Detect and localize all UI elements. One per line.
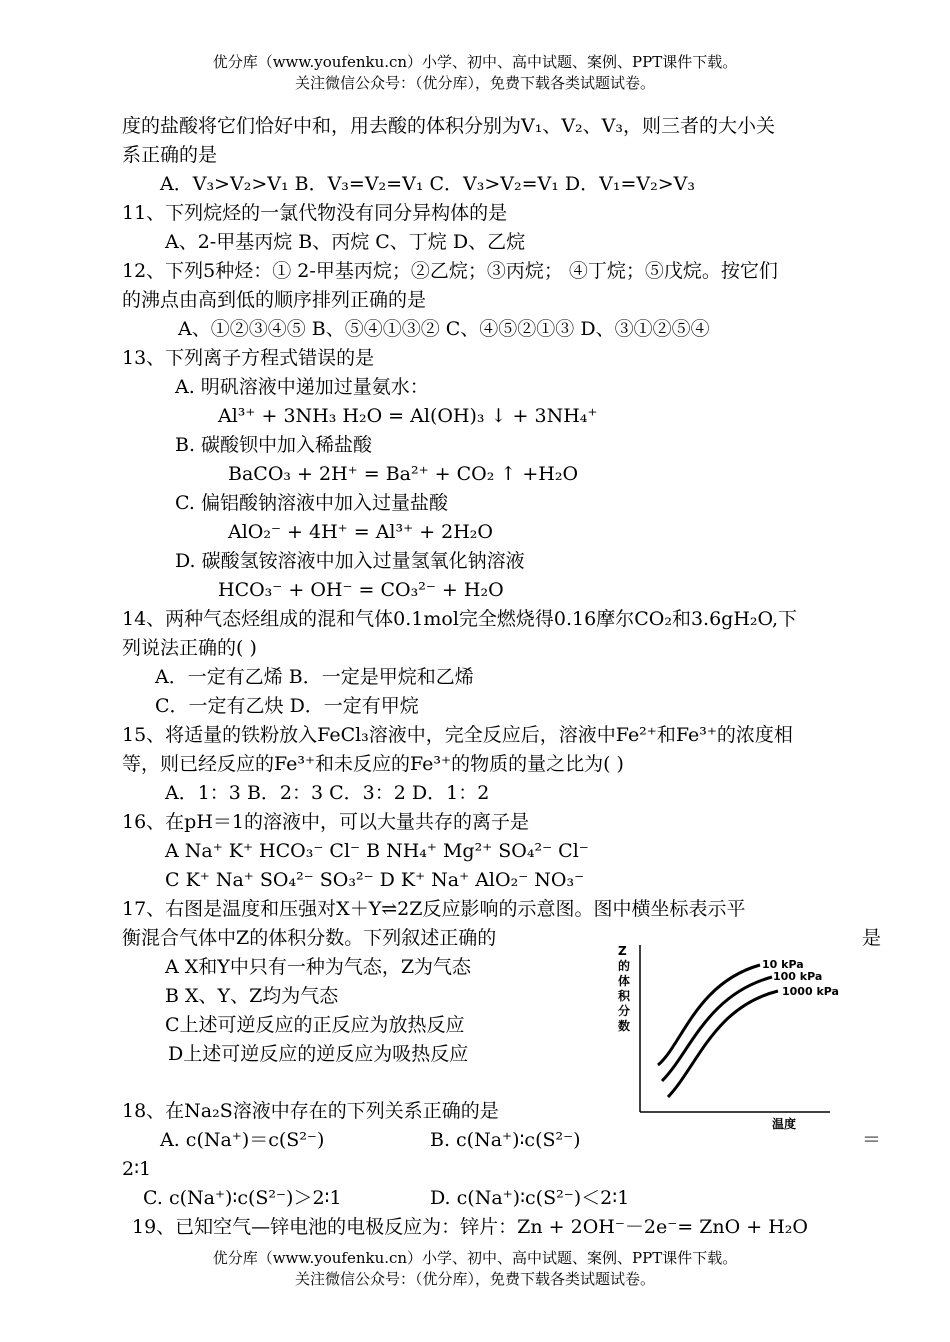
y-label-char-3: 体: [618, 974, 631, 988]
q10-options: A．V₃>V₂>V₁ B．V₃=V₂=V₁ C．V₃>V₂=V₁ D．V₁=V₂>V₃: [160, 173, 695, 195]
q13-equation-b: BaCO₃ + 2H⁺ = Ba²⁺ + CO₂ ↑ +H₂O: [228, 463, 579, 485]
q18-option-b-ratio: 2∶1: [122, 1158, 152, 1180]
q13-option-b: B. 碳酸钡中加入稀盐酸: [175, 434, 373, 456]
q16-options-ab: A Na⁺ K⁺ HCO₃⁻ Cl⁻ B NH₄⁺ Mg²⁺ SO₄²⁻ Cl⁻: [165, 840, 589, 862]
q13-option-c: C. 偏铝酸钠溶液中加入过量盐酸: [175, 492, 448, 514]
q13-equation-c: AlO₂⁻ + 4H⁺ = Al³⁺ + 2H₂O: [228, 521, 493, 543]
q11-stem: 11、下列烷烃的一氯代物没有同分异构体的是: [122, 202, 508, 224]
q15-options: A．1：3 B．2：3 C．3：2 D．1：2: [165, 782, 490, 804]
q12-stem-2: 的沸点由高到低的顺序排列正确的是: [122, 289, 427, 311]
q17-stem-2: 衡混合气体中Z的体积分数。下列叙述正确的: [122, 927, 497, 949]
legend-10kpa: 10 kPa: [762, 958, 804, 971]
y-label-char-2: 的: [618, 959, 631, 973]
q18-option-c: C. c(Na⁺)∶c(S²⁻)＞2∶1: [143, 1187, 342, 1209]
curve-1000kpa: [668, 991, 778, 1097]
q10-text-2: 系正确的是: [122, 144, 218, 166]
y-label-char-5: 分: [618, 1004, 631, 1018]
q10-text-1: 度的盐酸将它们恰好中和，用去酸的体积分别为V₁、V₂、V₃，则三者的大小关: [122, 115, 776, 137]
q13-equation-d: HCO₃⁻ + OH⁻ = CO₃²⁻ + H₂O: [218, 579, 504, 601]
q18-stem: 18、在Na₂S溶液中存在的下列关系正确的是: [122, 1100, 499, 1122]
q17-option-c: C上述可逆反应的正反应为放热反应: [165, 1014, 465, 1036]
q15-stem-2: 等，则已经反应的Fe³⁺和未反应的Fe³⁺的物质的量之比为( ): [122, 753, 624, 775]
q16-stem: 16、在pH＝1的溶液中，可以大量共存的离子是: [122, 811, 529, 833]
q14-options-ab: A．一定有乙烯 B．一定是甲烷和乙烯: [155, 666, 474, 688]
q13-stem: 13、下列离子方程式错误的是: [122, 347, 375, 369]
y-axis-label: [618, 944, 631, 1033]
q19-stem: 19、已知空气—锌电池的电极反应为：锌片：Zn + 2OH⁻－2e⁻= ZnO + H₂O: [132, 1216, 808, 1238]
curve-10kpa: [658, 965, 760, 1065]
q17-stem-end: 是: [862, 927, 882, 949]
q13-equation-a: Al³⁺ + 3NH₃ H₂O = Al(OH)₃ ↓ + 3NH₄⁺: [218, 405, 598, 427]
q13-option-a: A. 明矾溶液中递加过量氨水：: [175, 376, 429, 398]
q16-options-cd: C K⁺ Na⁺ SO₄²⁻ SO₃²⁻ D K⁺ Na⁺ AlO₂⁻ NO₃⁻: [165, 869, 585, 891]
header-line-2: 关注微信公众号：（优分库），免费下载各类试题试卷。: [294, 74, 655, 92]
header-line-1: 优分库（www.youfenku.cn）小学、初中、高中试题、案例、PPT课件下载。: [212, 53, 738, 71]
q18-option-b-equals: ＝: [862, 1129, 882, 1151]
q14-stem-1: 14、两种气态烃组成的混和气体0.1mol完全燃烧得0.16摩尔CO₂和3.6gH₂O,下: [122, 608, 798, 630]
q11-options: A、2-甲基丙烷 B、丙烷 C、丁烷 D、乙烷: [165, 231, 526, 253]
q13-option-d: D. 碳酸氢铵溶液中加入过量氢氧化钠溶液: [175, 550, 525, 572]
legend-100kpa: 100 kPa: [773, 970, 823, 983]
y-label-char-4: 积: [618, 989, 631, 1003]
chart-svg: [610, 935, 870, 1135]
y-label-char-1: Z: [618, 944, 627, 958]
temperature-pressure-chart: [610, 935, 870, 1135]
y-label-char-6: 数: [618, 1019, 631, 1033]
q17-option-d: D上述可逆反应的逆反应为吸热反应: [168, 1043, 469, 1065]
q15-stem-1: 15、将适量的铁粉放入FeCl₃溶液中，完全反应后，溶液中Fe²⁺和Fe³⁺的浓度相: [122, 724, 793, 746]
q12-stem-1: 12、下列5种烃：① 2-甲基丙烷；②乙烷；③丙烷； ④丁烷；⑤戊烷。按它们: [122, 260, 778, 282]
legend-1000kpa: 1000 kPa: [782, 985, 839, 998]
q17-option-a: A X和Y中只有一种为气态，Z为气态: [165, 956, 472, 978]
q12-options: A、①②③④⑤ B、⑤④①③② C、④⑤②①③ D、③①②⑤④: [178, 318, 710, 340]
q17-stem-1: 17、右图是温度和压强对X＋Y⇌2Z反应影响的示意图。图中横坐标表示平: [122, 898, 746, 920]
q18-option-a: A. c(Na⁺)＝c(S²⁻): [160, 1129, 325, 1151]
footer-line-1: 优分库（www.youfenku.cn）小学、初中、高中试题、案例、PPT课件下载。: [212, 1249, 738, 1267]
q14-stem-2: 列说法正确的( ): [122, 637, 257, 659]
q14-options-cd: C．一定有乙炔 D．一定有甲烷: [155, 695, 419, 717]
q17-option-b: B X、Y、Z均为气态: [165, 985, 339, 1007]
q18-option-d: D. c(Na⁺)∶c(S²⁻)＜2∶1: [430, 1187, 630, 1209]
x-axis-label: 温度: [772, 1117, 797, 1131]
page-header: [0, 52, 950, 94]
footer-line-2: 关注微信公众号：（优分库），免费下载各类试题试卷。: [294, 1270, 655, 1288]
page-footer: [0, 1248, 950, 1290]
q18-option-b: B. c(Na⁺)∶c(S²⁻): [430, 1129, 581, 1151]
